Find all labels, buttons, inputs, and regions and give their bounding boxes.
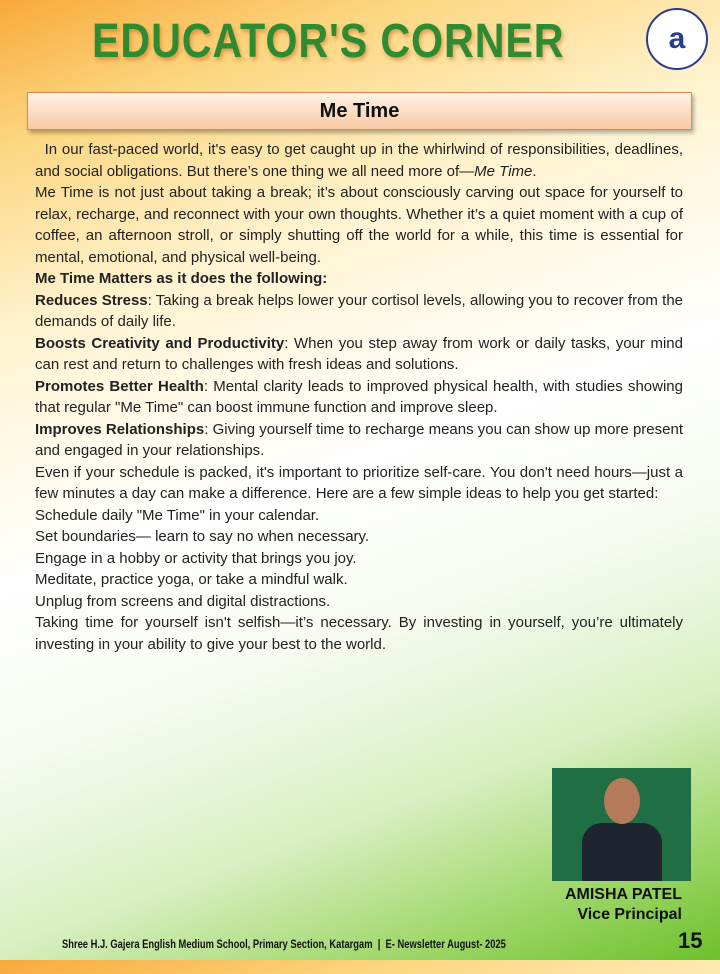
paragraph: Even if your schedule is packed, it's important to prioritize self-care. You don't need hours—just a few minutes a day can make a difference. Here are a few simple ideas to help you get started: [35, 463, 683, 502]
point-text: : Giving yourself time to recharge means you can show up more present and engaged in your relationships. [35, 420, 683, 459]
page-title: EDUCATOR'S CORNER [92, 15, 565, 68]
point [35, 290, 683, 333]
logo-icon: a [668, 22, 686, 55]
heading-text: Me Time Matters as it does the following: [35, 270, 328, 287]
article-title: Me Time [27, 92, 692, 130]
intro-paragraph [35, 139, 683, 182]
point-term: Boosts Creativity and Productivity [35, 334, 285, 352]
author-photo [552, 768, 691, 881]
author-block [565, 885, 682, 925]
point-term: Improves Relationships [35, 420, 205, 438]
section-heading [35, 268, 683, 290]
idea-item: Meditate, practice yoga, or take a mindful walk. [35, 571, 348, 588]
idea-item: Engage in a hobby or activity that brings you joy. [35, 549, 357, 567]
point-text: : Mental clarity leads to improved physical health, with studies showing that regular "Me Time" can boost immune function and improve sleep. [35, 377, 683, 416]
point-text: : Taking a break helps lower your cortisol levels, allowing you to recover from the demands of daily life. [35, 291, 684, 330]
author-name: AMISHA PATEL [564, 886, 682, 903]
point [35, 376, 683, 419]
intro-emphasis: Me Time [474, 162, 533, 180]
point-term: Promotes Better Health [35, 377, 204, 395]
school-logo [646, 8, 708, 70]
idea-item: Unplug from screens and digital distractions. [35, 592, 331, 610]
page-number: 15 [678, 928, 703, 953]
closing-paragraph: Taking time for yourself isn't selfish—it’s necessary. By investing in yourself, you’re ultimately investing in your ability to give your best to the world. [35, 614, 683, 653]
point-text: : When you step away from work or daily tasks, your mind can rest and return to challenges with fresh ideas and solutions. [35, 334, 683, 373]
intro-text: In our fast-paced world, it's easy to get caught up in the whirlwind of responsibilities, deadlines, and social obligations. But there’s one thing we all need more of— [35, 141, 683, 180]
footer-text: Shree H.J. Gajera English Medium School, Primary Section, Katargam | E- Newsletter August- 2025 [62, 937, 506, 951]
idea-item: Set boundaries— learn to say no when necessary. [35, 528, 370, 545]
point [35, 419, 683, 462]
paragraph: Me Time is not just about taking a break; it’s about consciously carving out space for yourself to relax, recharge, and reconnect with your own thoughts. Whether it’s a quiet moment with a cup of coffee, an afternoon stroll, or simply shutting off the world for a while, this time is essential for mental, emotional, and physical well-being. [35, 184, 683, 266]
idea-item: Schedule daily "Me Time" in your calendar. [35, 506, 320, 524]
point [35, 333, 683, 376]
intro-end: . [532, 162, 537, 180]
author-role: Vice Principal [577, 906, 682, 923]
point-term: Reduces Stress [35, 291, 148, 309]
